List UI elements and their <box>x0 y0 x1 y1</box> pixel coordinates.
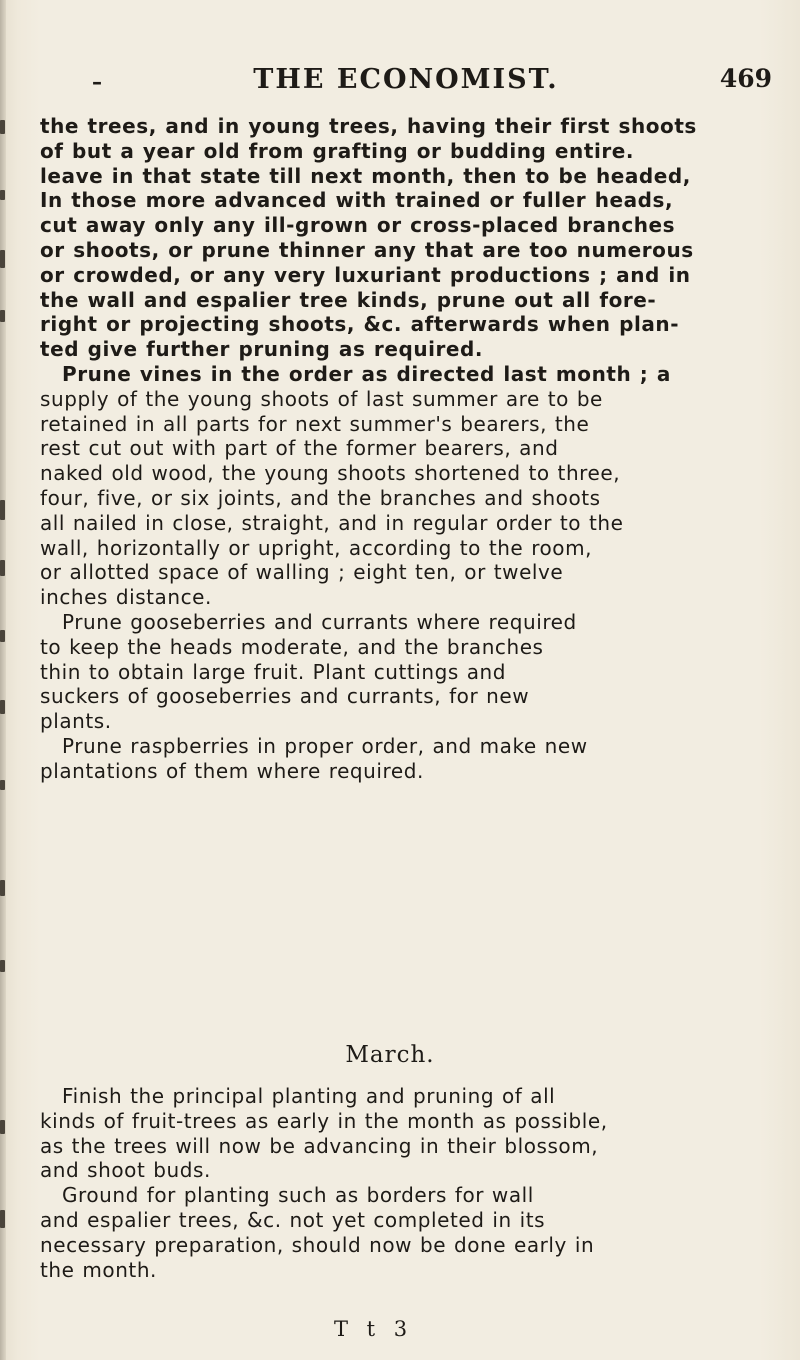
text-line: In those more advanced with trained or fuller heads, <box>40 188 674 213</box>
text-line: or shoots, or prune thinner any that are too numerous <box>40 237 694 262</box>
edge-ink-mark <box>0 1210 5 1228</box>
section-heading: March. <box>345 1042 435 1068</box>
body-text <box>40 114 740 784</box>
text-line: and espalier trees, &c. not yet completed in its <box>40 1207 546 1232</box>
edge-ink-mark <box>0 560 5 576</box>
edge-ink-mark <box>0 250 5 268</box>
text-line: of but a year old from grafting or budding entire. <box>40 138 635 163</box>
text-line: thin to obtain large fruit. Plant cuttings and <box>40 659 506 684</box>
text-line: naked old wood, the young shoots shortened to three, <box>40 461 621 486</box>
text-line: Prune vines in the order as directed last month ; a <box>62 361 671 386</box>
page-spine-shadow <box>0 0 6 1360</box>
text-line: supply of the young shoots of last summer are to be <box>40 386 603 411</box>
header-dash: – <box>92 70 102 94</box>
text-line: suckers of gooseberries and currants, for new <box>40 684 530 709</box>
text-line: or crowded, or any very luxuriant productions ; and in <box>40 262 691 287</box>
body-text-march <box>40 1084 740 1282</box>
text-line: the wall and espalier tree kinds, prune out all fore- <box>40 287 657 312</box>
edge-ink-mark <box>0 960 5 972</box>
edge-ink-mark <box>0 880 5 896</box>
text-line: or allotted space of walling ; eight ten, or twelve <box>40 560 564 585</box>
text-line: kinds of fruit-trees as early in the month as possible, <box>40 1108 608 1133</box>
text-line: rest cut out with part of the former bearers, and <box>40 436 559 461</box>
edge-ink-mark <box>0 780 5 790</box>
edge-ink-mark <box>0 1120 5 1134</box>
text-line: retained in all parts for next summer's bearers, the <box>40 411 590 436</box>
text-line: Finish the principal planting and pruning of all <box>62 1084 556 1108</box>
text-line: ted give further pruning as required. <box>40 337 484 362</box>
text-line: cut away only any ill-grown or cross-placed branches <box>40 213 676 238</box>
printer-signature: T t 3 <box>334 1317 414 1341</box>
text-line: right or projecting shoots, &c. afterwards when plan- <box>40 312 680 337</box>
text-line: four, five, or six joints, and the branches and shoots <box>40 485 601 510</box>
edge-ink-mark <box>0 700 5 714</box>
edge-ink-mark <box>0 120 5 134</box>
text-line: Prune raspberries in proper order, and make new <box>62 733 588 758</box>
edge-ink-mark <box>0 190 5 200</box>
text-line: wall, horizontally or upright, according to the room, <box>40 535 593 560</box>
edge-ink-mark <box>0 310 5 322</box>
text-line: the trees, and in young trees, having their first shoots <box>40 114 697 138</box>
edge-ink-mark <box>0 500 5 520</box>
text-line: Prune gooseberries and currants where required <box>62 609 577 634</box>
text-line: and shoot buds. <box>40 1158 211 1183</box>
running-title: THE ECONOMIST. <box>253 64 559 95</box>
text-line: necessary preparation, should now be done early in <box>40 1232 595 1257</box>
text-line: as the trees will now be advancing in their blossom, <box>40 1133 599 1158</box>
text-line: to keep the heads moderate, and the branches <box>40 634 544 659</box>
text-line: Ground for planting such as borders for wall <box>62 1183 534 1208</box>
text-line: inches distance. <box>40 585 212 610</box>
page-number: 469 <box>719 64 772 93</box>
text-line: all nailed in close, straight, and in regular order to the <box>40 510 624 535</box>
text-line: plants. <box>40 709 112 734</box>
text-line: plantations of them where required. <box>40 758 424 783</box>
edge-ink-mark <box>0 630 5 642</box>
text-line: the month. <box>40 1257 157 1282</box>
page-header <box>40 46 772 94</box>
text-line: leave in that state till next month, then to be headed, <box>40 163 691 188</box>
